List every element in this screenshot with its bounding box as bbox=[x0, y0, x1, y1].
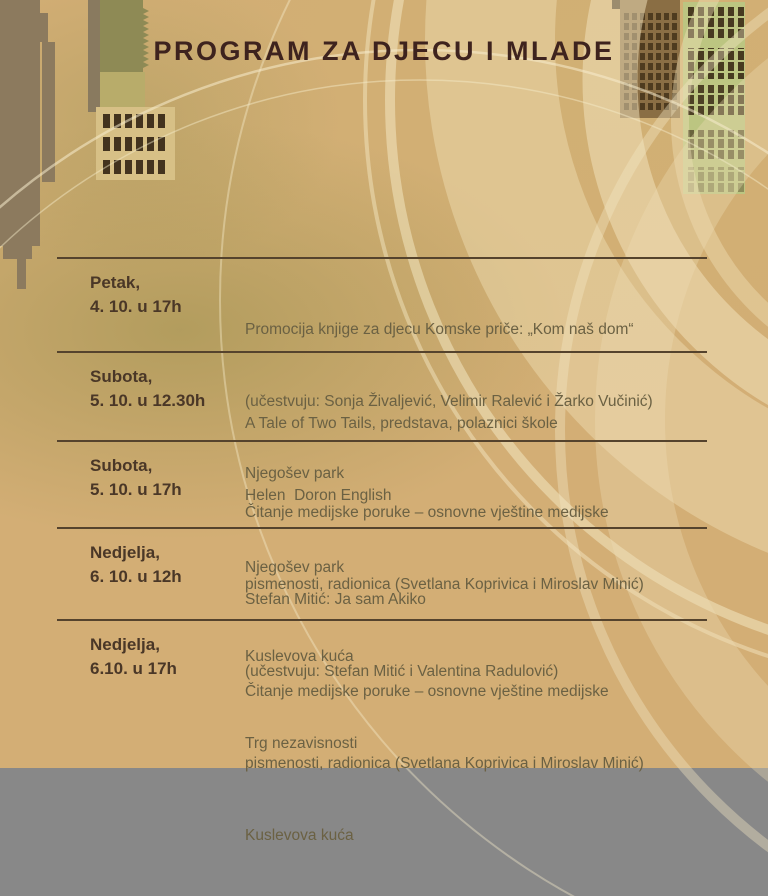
event-description-line: Čitanje medijske poruke – osnovne vještine medijske bbox=[245, 683, 609, 700]
event-venue: Kuslevova kuća bbox=[245, 827, 354, 844]
event-time: 5. 10. u 12.30h bbox=[90, 391, 206, 410]
event-day: Nedjelja, bbox=[90, 635, 160, 654]
poster-title: PROGRAM ZA DJECU I MLADE bbox=[153, 36, 615, 66]
event-day: Nedjelja, bbox=[90, 543, 160, 562]
event-description-line: Promocija knjige za djecu Komske priče: „Kom naš dom“ bbox=[245, 321, 634, 338]
event-participants-line: pismenosti, radionica (Svetlana Koprivica i Miroslav Minić) bbox=[245, 576, 644, 593]
event-date bbox=[90, 633, 240, 681]
event-time: 6.10. u 17h bbox=[90, 659, 177, 678]
event-venue: Njegošev park bbox=[245, 559, 345, 576]
event-venue: Trg nezavisnosti bbox=[245, 735, 358, 752]
event-day: Subota, bbox=[90, 367, 153, 386]
event-participants-line: pismenosti, radionica (Svetlana Koprivica i Miroslav Minić) bbox=[245, 755, 644, 772]
event-participants-line: (učestvuju: Sonja Živaljević, Velimir Ralević i Žarko Vučinić) bbox=[245, 393, 653, 410]
event-date bbox=[90, 271, 240, 319]
event-day: Subota, bbox=[90, 456, 153, 475]
event-venue: Kuslevova kuća bbox=[245, 648, 354, 665]
event-description-line: Stefan Mitić: Ja sam Akiko bbox=[245, 591, 426, 608]
event-description-line: Čitanje medijske poruke – osnovne vještine medijske bbox=[245, 504, 609, 521]
event-date bbox=[90, 541, 240, 589]
event-description bbox=[245, 621, 707, 896]
event-description-line: A Tale of Two Tails, predstava, polaznici škole bbox=[245, 415, 558, 432]
event-description-line: Helen Doron English bbox=[245, 487, 392, 504]
event-participants-line: (učestvuju: Stefan Mitić i Valentina Radulović) bbox=[245, 663, 559, 680]
event-day: Petak, bbox=[90, 273, 141, 292]
event-time: 4. 10. u 17h bbox=[90, 297, 182, 316]
event-date bbox=[90, 365, 240, 413]
event-venue: Njegošev park bbox=[245, 465, 345, 482]
schedule-row bbox=[57, 619, 707, 896]
event-date bbox=[90, 454, 240, 502]
event-time: 5. 10. u 17h bbox=[90, 480, 182, 499]
event-time: 6. 10. u 12h bbox=[90, 567, 182, 586]
